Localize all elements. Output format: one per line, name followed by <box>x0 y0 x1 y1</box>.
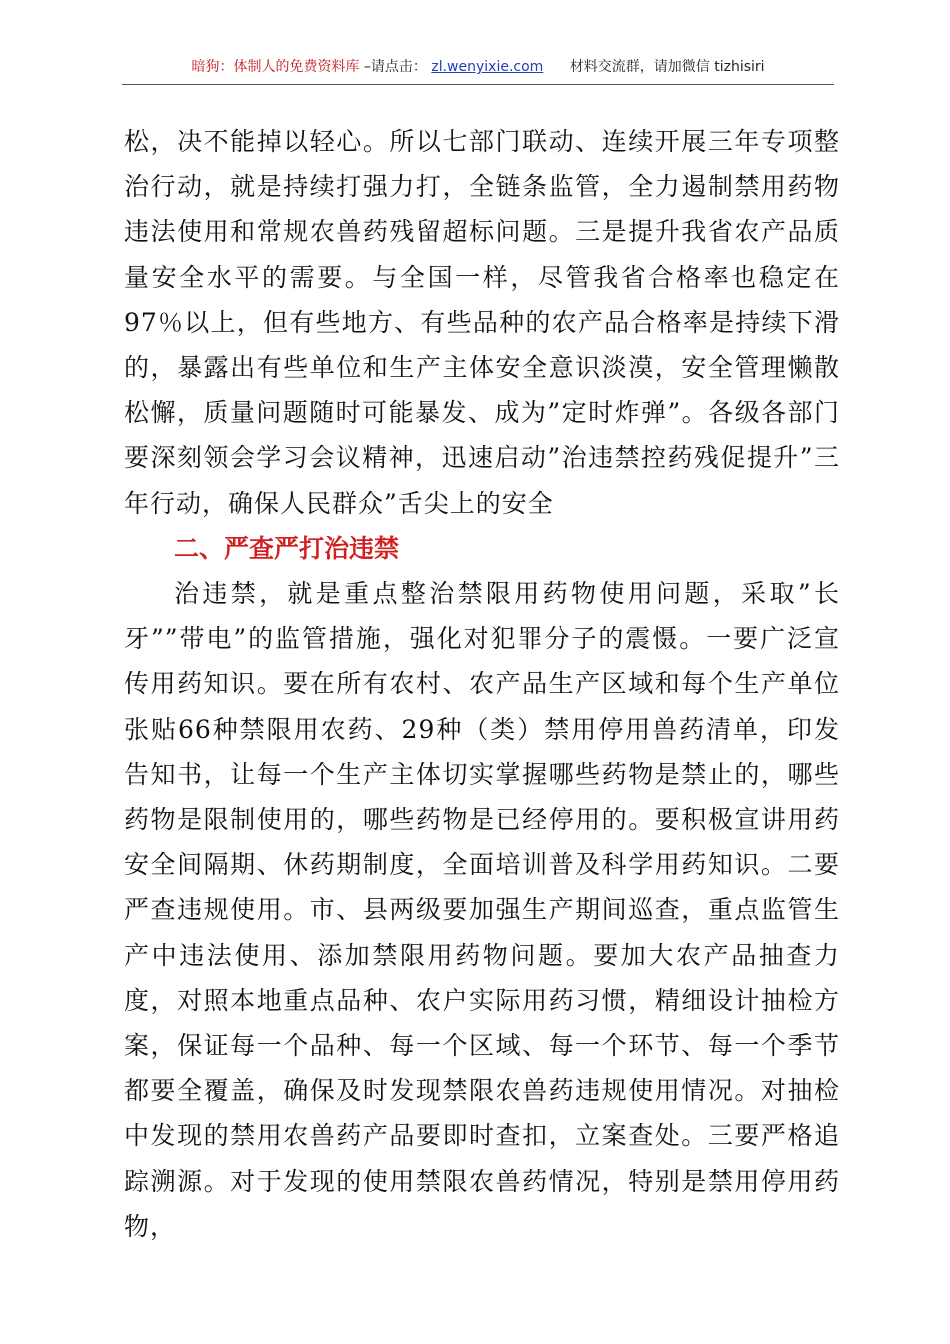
page-header <box>122 56 834 85</box>
section-paragraph: 治违禁，就是重点整治禁限用药物使用问题，采取”长牙””带电”的监管措施，强化对犯罪分子的震慑。一要广泛宣传用药知识。要在所有农村、农产品生产区域和每个生产单位张贴66种禁限用农药、29种（类）禁用停用兽药清单，印发告知书，让每一个生产主体切实掌握哪些药物是禁止的，哪些药物是限制使用的，哪些药物是已经停用的。要积极宣讲用药安全间隔期、休药期制度，全面培训普及科学用药知识。二要严查违规使用。市、县两级要加强生产期间巡查，重点监管生产中违法使用、添加禁限用药物问题。要加大农产品抽查力度，对照本地重点品种、农户实际用药习惯，精细设计抽检方案，保证每一个品种、每一个区域、每一个环节、每一个季节都要全覆盖，确保及时发现禁限农兽药违规使用情况。对抽检中发现的禁用农兽药产品要即时查扣，立案查处。三要严格追踪溯源。对于发现的使用禁限农兽药情况，特别是禁用停用药物， <box>124 579 840 1241</box>
header-link[interactable]: zl.wenyixie.com <box>431 59 544 75</box>
section-heading: 二、严查严打治违禁 <box>174 533 400 563</box>
body-paragraph: 松，决不能掉以轻心。所以七部门联动、连续开展三年专项整治行动，就是持续打强力打，全链条监管，全力遏制禁用药物违法使用和常规农兽药残留超标问题。三是提升我省农产品质量安全水平的需要。与全国一样，尽管我省合格率也稳定在97％以上，但有些地方、有些品种的农产品合格率是持续下滑的，暴露出有些单位和生产主体安全意识淡漠，安全管理懒散松懈，质量问题随时可能暴发、成为”定时炸弹”。各级各部门要深刻领会学习会议精神，迅速启动”治违禁控药残促提升”三年行动，确保人民群众”舌尖上的安全 <box>124 127 840 518</box>
header-contact: 材料交流群，请加微信 tizhisiri <box>569 59 765 75</box>
header-brand: 暗狗：体制人的免费资料库 <box>191 59 360 75</box>
header-prompt: –请点击： <box>363 59 427 75</box>
document-body <box>124 119 840 1249</box>
